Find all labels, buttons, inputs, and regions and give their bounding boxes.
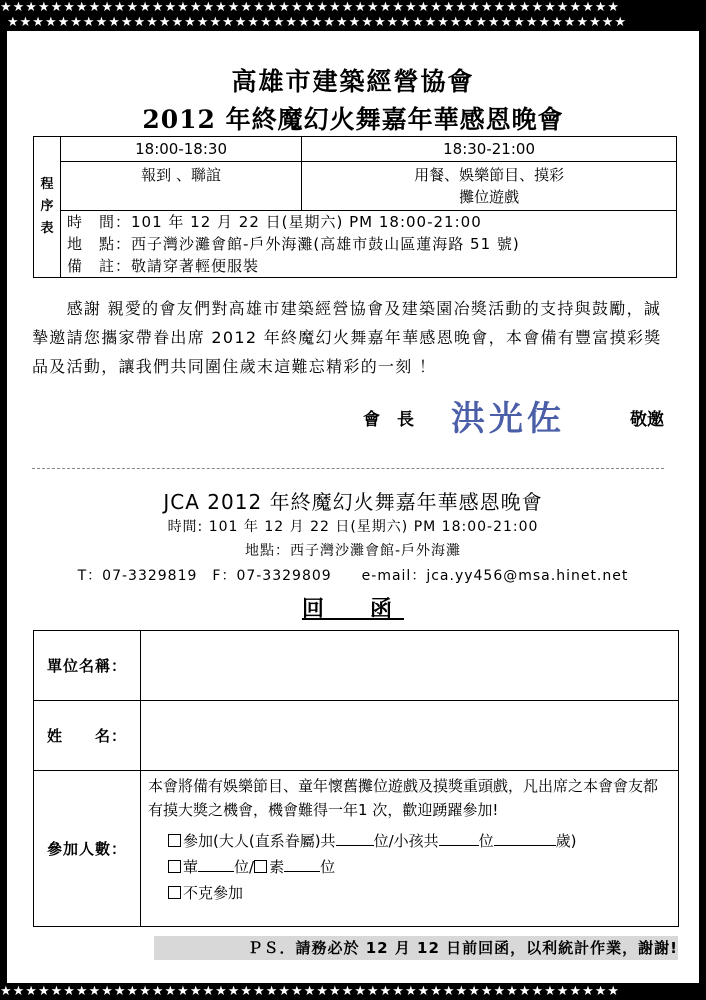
association-title: 高雄市建築經營協會	[231, 67, 475, 96]
ps-note: ＰＳ．請務必於 12 月 12 日前回函，以利統計作業，謝謝!	[154, 936, 678, 960]
invitation-paragraph: 感謝 親愛的會友們對高雄市建築經營協會及建築園冶獎活動的支持與鼓勵，誠摯邀請您攜家帶眷出席 2012 年終魔幻火舞嘉年華感恩晚會，本會備有豐富摸彩獎品及活動，讓我們共同圍住歲末這難忘精彩的一刻 ！	[32, 299, 662, 376]
meal-option[interactable]: 葷 位/ 素 位	[142, 854, 677, 880]
decline-option[interactable]: 不克參加	[142, 880, 677, 906]
program-activity-1: 報到 、聯誼	[61, 162, 302, 211]
meat-count-blank[interactable]	[198, 871, 234, 872]
attend-checkbox[interactable]	[168, 834, 181, 847]
program-table	[33, 136, 677, 278]
signature-closing: 敬邀	[630, 410, 664, 430]
star-border-bottom: ★★★★★★★★★★★★★★★★★★★★★★★★★★★★★★★★★★★★★★★★★★★★★★★★★	[0, 984, 706, 1000]
detail-location: 地 點：西子灣沙灘會館-戶外海灘(高雄市鼓山區蓮海路 51 號)	[61, 233, 677, 255]
cut-line	[32, 468, 664, 469]
child-count-blank[interactable]	[439, 845, 479, 846]
program-activity-2: 用餐、娛樂節目、摸彩 攤位遊戲	[302, 162, 677, 211]
reply-heading: 回 函	[301, 597, 404, 622]
name-label: 姓 名：	[34, 701, 141, 771]
detail-time: 時 間：101 年 12 月 22 日(星期六) PM 18:00-21:00	[61, 211, 677, 234]
count-label: 參加人數：	[34, 771, 141, 927]
signature-name: 洪光佐	[451, 399, 565, 439]
program-time-1: 18:00-18:30	[61, 137, 302, 162]
reply-event-title: JCA 2012 年終魔幻火舞嘉年華感恩晚會	[163, 490, 543, 514]
veg-count-blank[interactable]	[284, 871, 320, 872]
unit-label: 單位名稱：	[34, 631, 141, 701]
reply-contact: T：07-3329819 F：07-3329809 e-mail：jca.yy456@msa.hinet.net	[77, 568, 629, 584]
reply-location: 地點：西子灣沙灘會館-戶外海灘	[244, 543, 462, 559]
count-field	[141, 771, 679, 927]
attend-option[interactable]: 參加(大人(直系眷屬)共 位/小孩共 位 歲)	[142, 828, 677, 854]
child-age-blank[interactable]	[494, 845, 556, 846]
meat-checkbox[interactable]	[168, 860, 181, 873]
program-label: 程 序 表	[34, 137, 61, 278]
detail-note: 備 註：敬請穿著輕便服裝	[61, 255, 677, 278]
star-border-top: ★★★★★★★★★★★★★★★★★★★★★★★★★★★★★★★★★★★★★★★★★★★★★★★★★ ★★★★★★★★★★★★★★★★★★★★★★★★★★★★★★★★★★★★★★★★★★★★★★★★★	[0, 0, 706, 30]
decline-checkbox[interactable]	[168, 886, 181, 899]
unit-field[interactable]	[141, 631, 679, 701]
adult-count-blank[interactable]	[336, 845, 374, 846]
reply-time: 時間: 101 年 12 月 22 日(星期六) PM 18:00-21:00	[167, 519, 539, 535]
reply-notes: 本會將備有娛樂節目、童年懷舊攤位遊戲及摸獎重頭戲，凡出席之本會會友都有摸大獎之機會，機會難得一年1 次，歡迎踴躍參加!	[148, 777, 659, 819]
name-field[interactable]	[141, 701, 679, 771]
signature-title: 會 長	[363, 410, 414, 430]
event-title: 2012 年終魔幻火舞嘉年華感恩晚會	[142, 105, 564, 134]
veg-checkbox[interactable]	[254, 860, 267, 873]
program-time-2: 18:30-21:00	[302, 137, 677, 162]
reply-form	[33, 630, 679, 927]
